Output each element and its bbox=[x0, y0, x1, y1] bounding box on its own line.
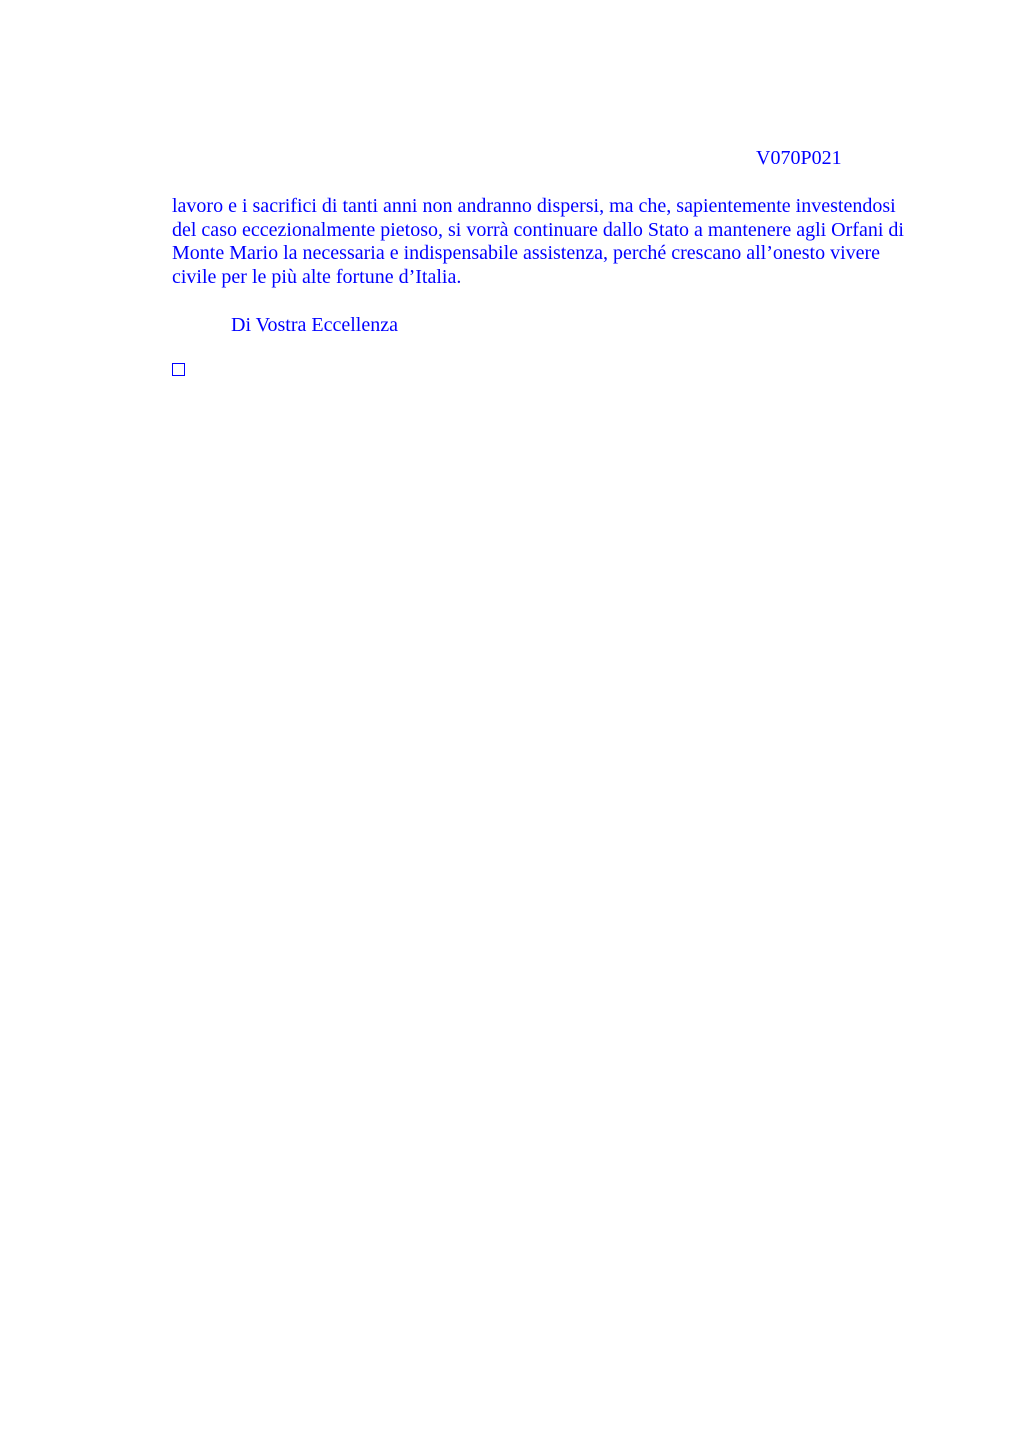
page-code: V070P021 bbox=[756, 147, 842, 169]
closing-salutation: Di Vostra Eccellenza bbox=[231, 314, 398, 336]
paragraph-line: Monte Mario la necessaria e indispensabile assistenza, perché crescano all’onesto vivere bbox=[172, 242, 881, 264]
body-paragraph bbox=[172, 195, 932, 289]
paragraph-line: del caso eccezionalmente pietoso, si vorrà continuare dallo Stato a mantenere agli Orfani di bbox=[172, 218, 904, 241]
empty-box-icon bbox=[172, 363, 185, 376]
paragraph-line: civile per le più alte fortune d’Italia. bbox=[172, 265, 462, 288]
paragraph-line: lavoro e i sacrifici di tanti anni non andranno dispersi, ma che, sapientemente investendosi bbox=[172, 195, 896, 217]
